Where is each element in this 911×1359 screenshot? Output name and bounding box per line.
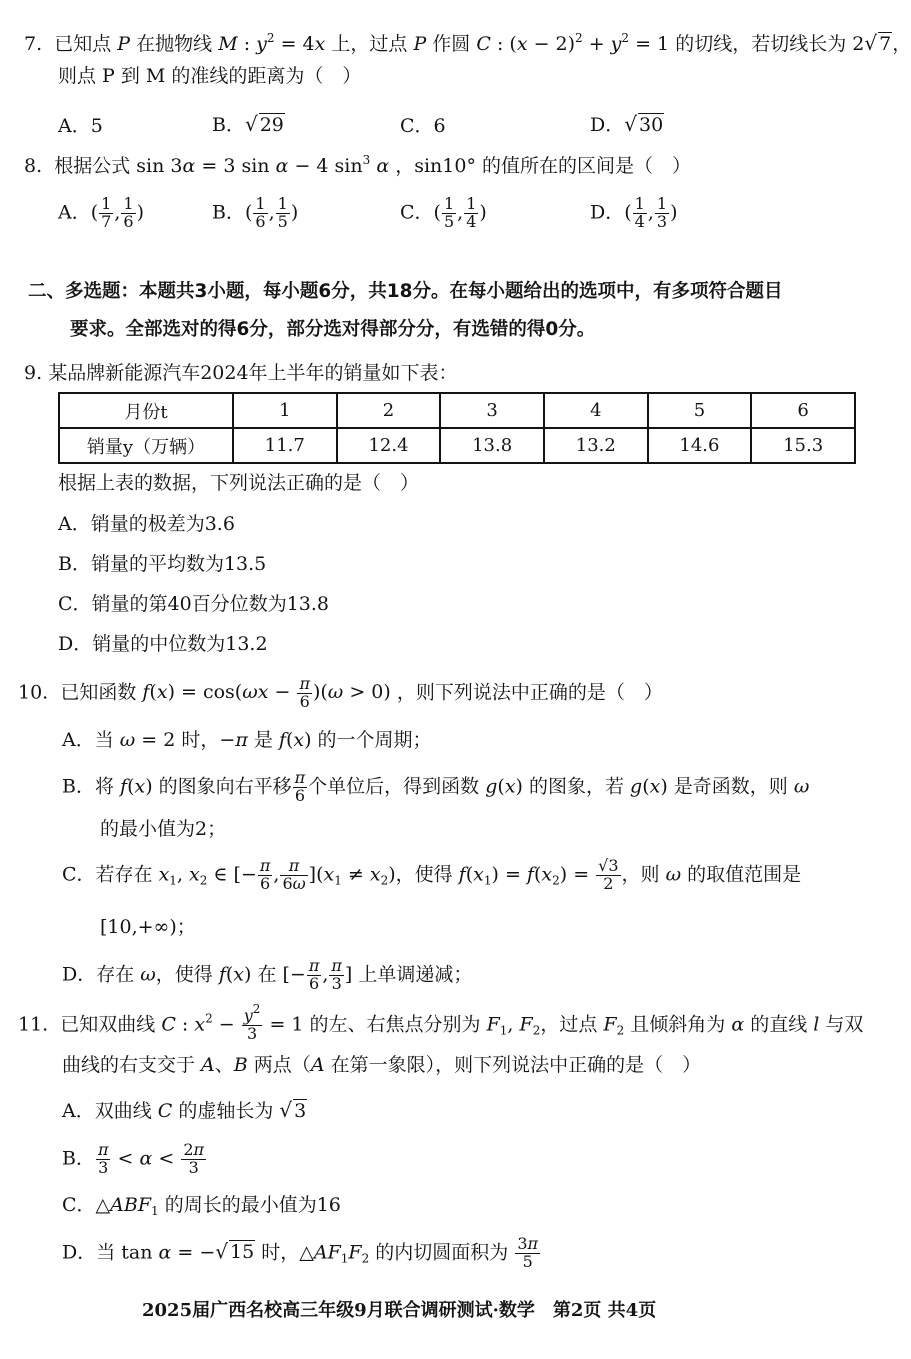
- q7-line1: 7. 已知点 P 在抛物线 M : $y^2 = 4x$ 上，过点 P 作圆 C : $(x - 2)^2 + y^2 = 1$ 的切线，若切线长为 2√ 7，: [24, 31, 911, 55]
- q11-option-b: B． $\frac{\pi}{3}$ < α < $\frac{2\pi}{3}$: [62, 1140, 205, 1177]
- q8-option-c: C．( $\frac{1}{5}$ , $\frac{1}{4}$ ): [400, 194, 487, 231]
- section2-heading-line1: 二、多选题：本题共3小题，每小题6分，共18分。在每小题给出的选项中，有多项符合题目: [28, 281, 783, 302]
- table-cell: 14.6: [648, 428, 752, 463]
- q7-line2: 则点 P 到 M 的准线的距离为（ ）: [58, 65, 362, 87]
- circle-equation: C: [476, 33, 491, 55]
- q8-option-a: A．( $\frac{1}{7}$ , $\frac{1}{6}$ ): [58, 194, 144, 231]
- table-cell: 15.3: [751, 428, 855, 463]
- parabola-equation: M: [218, 33, 238, 55]
- q10-option-c: C．若存在 $x_1$, $x_2$ ∈ [− $\frac{\pi}{6}$ , $\frac{\pi}{6\omega}$ ]$(x_1 \ne x_2)$，使得 $f(x_1) = f(x_2)$ = $\frac{√3}{2}$ ，则 ω 的取值范围是: [62, 856, 802, 893]
- q9-option-c: C．销量的第40百分位数为13.8: [58, 593, 330, 615]
- table-cell: 12.4: [337, 428, 441, 463]
- function-definition: f(x) = cos(ωx − $\frac{\pi}{6}$ )(ω > 0): [142, 674, 391, 711]
- table-cell: 2: [337, 393, 441, 428]
- q7-option-b: B．√ 29: [212, 112, 284, 136]
- q9-option-b: B．销量的平均数为13.5: [58, 553, 267, 575]
- table-header-sales: 销量y（万辆）: [59, 428, 233, 463]
- q9-option-a: A．销量的极差为3.6: [58, 513, 235, 535]
- table-row-sales: [59, 428, 855, 463]
- q8-option-b: B．( $\frac{1}{6}$ , $\frac{1}{5}$ ): [212, 194, 299, 231]
- q9-number: 9.: [24, 362, 43, 384]
- section2-heading-line2: 要求。全部选对的得6分，部分选对得部分分，有选错的得0分。: [70, 319, 596, 340]
- q7-option-c: C．6: [400, 115, 446, 137]
- table-cell: 5: [648, 393, 752, 428]
- table-cell: 4: [544, 393, 648, 428]
- tangent-length: 2√ 7: [852, 31, 892, 55]
- q10-option-d: D．存在 ω，使得 f(x) 在 [− $\frac{\pi}{6}$ , $\frac{\pi}{3}$ ] 上单调递减；: [62, 956, 473, 993]
- q9-stem: 9. 某品牌新能源汽车2024年上半年的销量如下表：: [24, 362, 458, 384]
- q11-number: 11.: [18, 1013, 49, 1036]
- q8-option-d: D．( $\frac{1}{4}$ , $\frac{1}{3}$ ): [590, 194, 678, 231]
- q10-stem: 10. 已知函数 f(x) = cos(ωx − $\frac{\pi}{6}$ )(ω > 0) ，则下列说法中正确的是（ ）: [18, 674, 663, 711]
- table-cell: 11.7: [233, 428, 337, 463]
- q11-line1: 11. 已知双曲线 C : $x^2$ − $\frac{y^2}{3}$ = 1 的左、右焦点分别为 $F_1$, $F_2$，过点 $F_2$ 且倾斜角为 α 的直线 l 与双: [18, 1002, 864, 1043]
- q9-option-d: D．销量的中位数为13.2: [58, 633, 268, 655]
- q10-option-b-cont: 的最小值为2；: [100, 818, 227, 840]
- table-cell: 6: [751, 393, 855, 428]
- triple-angle-formula: sin 3α = 3 sin α − 4 $\sin^3 \alpha$: [136, 153, 390, 177]
- table-cell: 13.2: [544, 428, 648, 463]
- table-row-months: [59, 393, 855, 428]
- page-footer: 2025届广西名校高三年级9月联合调研测试·数学 第2页 共4页: [142, 1300, 657, 1321]
- q7-number: 7.: [24, 33, 43, 55]
- q8-number: 8.: [24, 155, 43, 177]
- q10-number: 10.: [18, 681, 49, 704]
- q11-option-a: A．双曲线 C 的虚轴长为 √ 3: [62, 1098, 307, 1122]
- table-cell: 1: [233, 393, 337, 428]
- q7-option-a: A．5: [58, 115, 103, 137]
- table-cell: 3: [440, 393, 544, 428]
- q9-question: 根据上表的数据，下列说法正确的是（ ）: [58, 472, 420, 494]
- sales-table: [58, 392, 856, 464]
- table-header-month: 月份t: [59, 393, 233, 428]
- q10-option-a: A．当 ω = 2 时，−π 是 f(x) 的一个周期；: [62, 729, 432, 751]
- table-cell: 13.8: [440, 428, 544, 463]
- q10-option-c-cont: [10,+∞)；: [100, 916, 196, 938]
- q8-line1: 8. 根据公式 sin 3α = 3 sin α − 4 $\sin^3 \alpha$ ，sin10° 的值所在的区间是（ ）: [24, 153, 691, 177]
- q11-option-c: C．$\triangle ABF_1$ 的周长的最小值为16: [62, 1194, 341, 1218]
- q7-option-d: D．√ 30: [590, 112, 664, 136]
- q11-option-d: D．当 tan α = −√ 15 时，$\triangle AF_1F_2$ 的内切圆面积为 $\frac{3\pi}{5}$: [62, 1234, 539, 1271]
- q11-line2: 曲线的右支交于 A、B 两点（A 在第一象限），则下列说法中正确的是（ ）: [62, 1054, 702, 1076]
- q10-option-b: B．将 f(x) 的图象向右平移 $\frac{\pi}{6}$ 个单位后，得到函数 g(x) 的图象，若 g(x) 是奇函数，则 ω: [62, 768, 810, 805]
